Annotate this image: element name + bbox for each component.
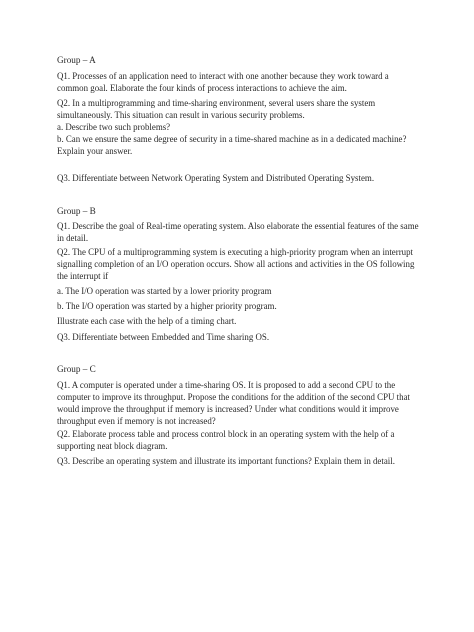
group-a-heading: Group – A bbox=[57, 55, 96, 65]
group-b-item-b bbox=[57, 300, 419, 312]
text-line: Q3. Differentiate between Network Operating System and Distributed Operating System. bbox=[57, 173, 375, 183]
group-b-question-1 bbox=[57, 220, 419, 244]
text-line: Q1. A computer is operated under a time-sharing OS. It is proposed to add a second CPU to the bbox=[57, 380, 396, 390]
text-line: Q2. The CPU of a multiprogramming system is executing a high-priority program when an interrupt bbox=[57, 247, 414, 257]
group-c-heading: Group – C bbox=[57, 364, 96, 374]
text-line: b. The I/O operation was started by a higher priority program. bbox=[57, 301, 277, 311]
text-line: Q3. Differentiate between Embedded and Time sharing OS. bbox=[57, 332, 270, 342]
group-c-question-3 bbox=[57, 455, 419, 467]
group-b-heading: Group – B bbox=[57, 206, 96, 216]
group-b-question-2 bbox=[57, 246, 419, 282]
group-a-question-3 bbox=[57, 172, 419, 184]
group-a-question-1 bbox=[57, 70, 419, 94]
text-line: Q2. Elaborate process table and process control block in an operating system with the help of a bbox=[57, 429, 395, 439]
group-b-item-a bbox=[57, 285, 419, 297]
text-line: Q3. Describe an operating system and illustrate its important functions? Explain them in detail. bbox=[57, 456, 395, 466]
text-line: Q1. Describe the goal of Real-time operating system. Also elaborate the essential features of the same bbox=[57, 221, 419, 231]
text-line: a. The I/O operation was started by a lower priority program bbox=[57, 286, 272, 296]
text-line: would improve the throughput if memory is increased? Under what conditions would it improve bbox=[57, 404, 399, 414]
text-line: throughput even if memory is not increased? bbox=[57, 416, 216, 426]
text-line: in detail. bbox=[57, 233, 89, 243]
group-a-question-2 bbox=[57, 97, 419, 157]
text-line: Q1. Processes of an application need to interact with one another because they work toward a bbox=[57, 71, 389, 81]
text-line: Explain your answer. bbox=[57, 146, 133, 156]
text-line: a. Describe two such problems? bbox=[57, 122, 171, 132]
text-line: simultaneously. This situation can result in various security problems. bbox=[57, 110, 305, 120]
group-c-question-1 bbox=[57, 379, 419, 427]
text-line: the interrupt if bbox=[57, 271, 109, 281]
text-line: signalling completion of an I/O operation occurs. Show all actions and activities in the OS following bbox=[57, 259, 415, 269]
text-line: b. Can we ensure the same degree of security in a time-shared machine as in a dedicated machine? bbox=[57, 134, 407, 144]
text-line: supporting neat block diagram. bbox=[57, 441, 168, 451]
group-b-question-3 bbox=[57, 331, 419, 343]
group-c-question-2 bbox=[57, 428, 419, 452]
text-line: Q2. In a multiprogramming and time-sharing environment, several users share the system bbox=[57, 98, 376, 108]
text-line: common goal. Elaborate the four kinds of process interactions to achieve the aim. bbox=[57, 83, 347, 93]
group-b-instruction bbox=[57, 315, 419, 327]
text-line: computer to improve its throughput. Propose the conditions for the addition of the second CPU that bbox=[57, 392, 410, 402]
text-line: Illustrate each case with the help of a timing chart. bbox=[57, 316, 237, 326]
